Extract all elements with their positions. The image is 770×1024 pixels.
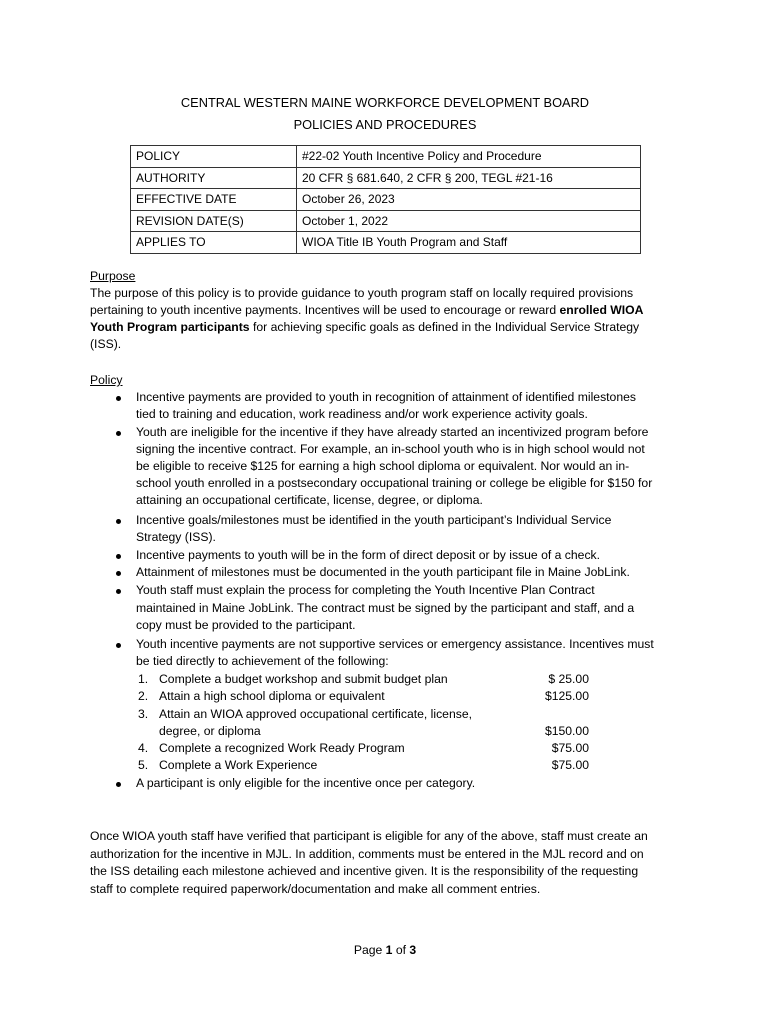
document-subtitle: POLICIES AND PROCEDURES: [293, 117, 477, 132]
list-item: Complete a recognized Work Ready Program: [159, 741, 405, 755]
page-number: [0, 943, 770, 957]
table-cell-value: 20 CFR § 681.640, 2 CFR § 200, TEGL #21-16: [297, 167, 641, 189]
table-cell-value: October 26, 2023: [297, 189, 641, 211]
purpose-line: [90, 319, 639, 336]
table-cell-key: AUTHORITY: [131, 167, 297, 189]
policy-line: Youth incentive payments are not supportive services or emergency assistance. Incentives must: [136, 637, 654, 651]
bullet-icon: [116, 519, 121, 524]
purpose-line: (ISS).: [90, 337, 122, 351]
policy-line: be eligible to receive $125 for earning a high school diploma or equivalent. Nor would an in-: [136, 459, 630, 473]
incentive-amount: $150.00: [544, 724, 589, 738]
list-number: 5.: [138, 758, 149, 772]
table-row: [131, 189, 641, 211]
policy-line: Incentive goals/milestones must be identified in the youth participant’s Individual Service: [136, 513, 612, 527]
table-row: [131, 146, 641, 168]
table-cell-value: WIOA Title IB Youth Program and Staff: [297, 232, 641, 254]
policy-info-table: [130, 145, 641, 254]
policy-line: Youth staff must explain the process for completing the Youth Incentive Plan Contract: [136, 583, 595, 597]
purpose-text: pertaining to youth incentive payments. Incentives will be used to encourage or reward: [90, 303, 560, 317]
organization-title: CENTRAL WESTERN MAINE WORKFORCE DEVELOPMENT BOARD: [180, 95, 590, 110]
list-number: 1.: [138, 672, 149, 686]
table-row: [131, 232, 641, 254]
incentive-amount: $125.00: [544, 689, 589, 703]
policy-line: maintained in Maine JobLink. The contract must be signed by the participant and staff, and a: [136, 601, 635, 615]
bullet-icon: [116, 589, 121, 594]
bullet-icon: [116, 396, 121, 401]
policy-line: Strategy (ISS).: [136, 530, 216, 544]
current-page: 1: [385, 943, 393, 957]
incentive-amount: $75.00: [551, 758, 589, 772]
policy-line: Attainment of milestones must be documented in the youth participant file in Maine JobLink.: [136, 565, 630, 579]
list-number: 3.: [138, 707, 149, 721]
list-number: 2.: [138, 689, 149, 703]
closing-line: Once WIOA youth staff have verified that participant is eligible for any of the above, staff must create an: [90, 829, 648, 843]
list-item: Complete a Work Experience: [159, 758, 318, 772]
policy-line: school youth enrolled in a postsecondary occupational training or college be eligible for $150 for: [136, 476, 653, 490]
table-cell-value: October 1, 2022: [297, 210, 641, 232]
closing-line: the ISS detailing each milestone achieved and incentive given. It is the responsibility of the requesting: [90, 864, 639, 878]
total-pages: 3: [409, 943, 417, 957]
incentive-amount: $75.00: [551, 741, 589, 755]
policy-line: Youth are ineligible for the incentive if they have already started an incentivized program before: [136, 425, 649, 439]
bullet-icon: [116, 554, 121, 559]
policy-line: attaining an occupational certificate, license, degree, or diploma.: [136, 493, 483, 507]
list-number: 4.: [138, 741, 149, 755]
table-row: [131, 167, 641, 189]
purpose-heading: Purpose: [90, 269, 136, 283]
policy-line: Incentive payments are provided to youth in recognition of attainment of identified milestones: [136, 390, 636, 404]
list-item: Attain an WIOA approved occupational certificate, license,: [159, 707, 472, 721]
page-label: Page: [353, 943, 386, 957]
purpose-bold-text: Youth Program participants: [90, 320, 250, 334]
purpose-line: The purpose of this policy is to provide guidance to youth program staff on locally required provisions: [90, 286, 634, 300]
table-cell-key: POLICY: [131, 146, 297, 168]
policy-line: A participant is only eligible for the incentive once per category.: [136, 776, 476, 790]
table-cell-key: EFFECTIVE DATE: [131, 189, 297, 211]
page-of-label: of: [392, 943, 410, 957]
bullet-icon: [116, 643, 121, 648]
policy-heading: Policy: [90, 373, 123, 387]
policy-line: signing the incentive contract. For example, an in-school youth who is in high school would not: [136, 442, 645, 456]
policy-line: tied to training and education, work readiness and/or work experience activity goals.: [136, 407, 588, 421]
table-row: [131, 210, 641, 232]
table-cell-value: #22-02 Youth Incentive Policy and Procedure: [297, 146, 641, 168]
incentive-amount: $ 25.00: [548, 672, 589, 686]
bullet-icon: [116, 431, 121, 436]
table-cell-key: REVISION DATE(S): [131, 210, 297, 232]
list-item: Complete a budget workshop and submit budget plan: [159, 672, 448, 686]
list-item: degree, or diploma: [159, 724, 261, 738]
closing-line: authorization for the incentive in MJL. In addition, comments must be entered in the MJL record and on: [90, 847, 644, 861]
table-cell-key: APPLIES TO: [131, 232, 297, 254]
purpose-line: [90, 302, 643, 319]
closing-line: staff to complete required paperwork/documentation and make all comment entries.: [90, 882, 541, 896]
purpose-bold-text: enrolled WIOA: [559, 303, 644, 317]
policy-line: copy must be provided to the participant.: [136, 618, 356, 632]
purpose-text: for achieving specific goals as defined in the Individual Service Strategy: [249, 320, 640, 334]
policy-line: be tied directly to achievement of the following:: [136, 654, 389, 668]
bullet-icon: [116, 782, 121, 787]
list-item: Attain a high school diploma or equivalent: [159, 689, 385, 703]
bullet-icon: [116, 571, 121, 576]
policy-line: Incentive payments to youth will be in the form of direct deposit or by issue of a check.: [136, 548, 601, 562]
